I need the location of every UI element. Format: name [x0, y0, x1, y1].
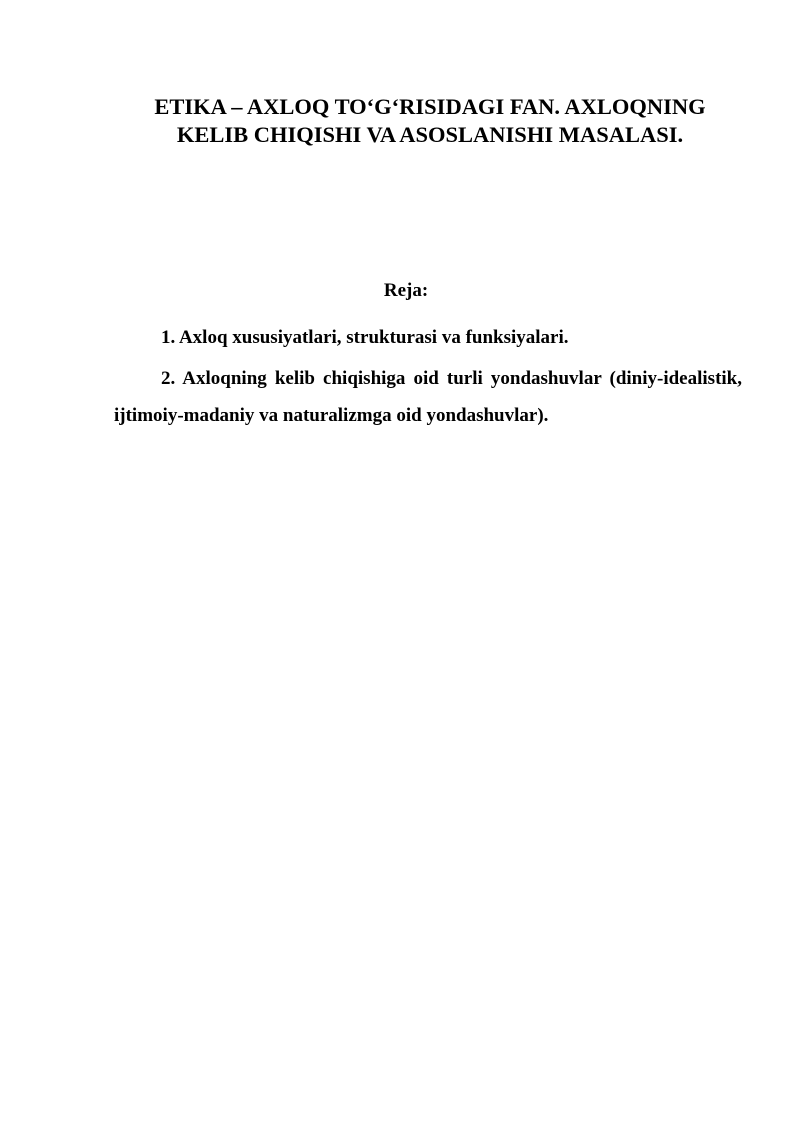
- document-title: [110, 93, 750, 149]
- plan-item-2: 2. Axloqning kelib chiqishiga oid turli yondashuvlar (diniy-idealistik, ijtimoiy-madaniy va naturalizmga oid yondashuvlar).: [114, 368, 742, 426]
- plan-item-1: 1. Axloq xususiyatlari, strukturasi va funksiyalari.: [161, 327, 569, 348]
- title-line-2: KELIB CHIQISHI VA ASOSLANISHI MASALASI.: [176, 122, 684, 147]
- title-line-1: ETIKA – AXLOQ TO‘G‘RISIDAGI FAN. AXLOQNING: [154, 94, 706, 119]
- plan-heading: Reja:: [383, 280, 429, 301]
- plan-list: [114, 319, 742, 438]
